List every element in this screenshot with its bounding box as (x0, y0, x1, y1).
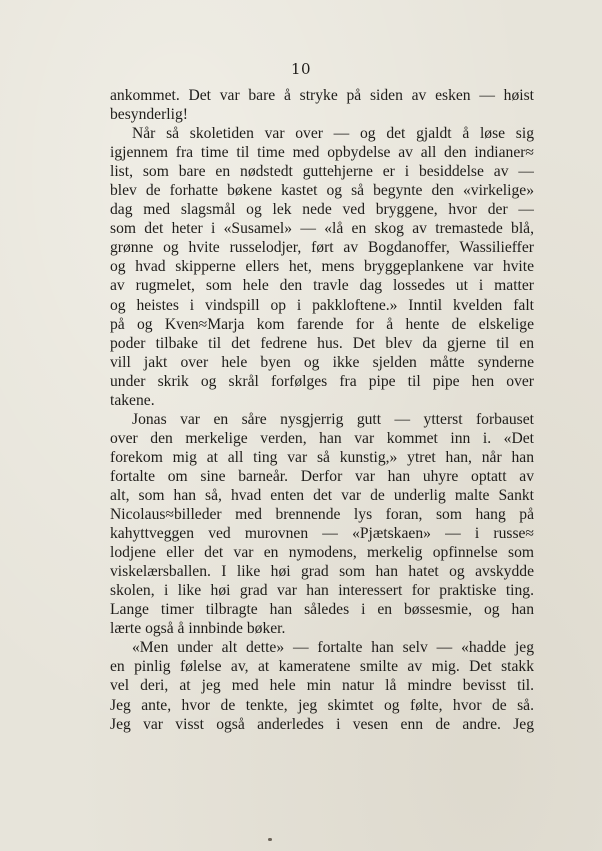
text-line: besynderlig! (110, 106, 188, 124)
text-line: Lange timer tilbragte han således i en bøssesmie, og han (110, 601, 534, 619)
text-line: fortalte om sine barneår. Derfor var han uhyre optatt av (110, 467, 534, 485)
text-line: poder tilbake til det fedrene hus. Det blev da gjerne til en (110, 334, 534, 352)
text-line: av rugmelet, som hele den travle dag lossedes ut i matter (110, 277, 534, 295)
text-line: Jeg var visst også anderledes i vesen enn de andre. Jeg (110, 715, 534, 733)
text-line: vill jakt over hele byen og ikke sjelden måtte synderne (110, 353, 534, 371)
text-line: alt, som han så, hvad enten det var de underlig malte Sankt (110, 486, 534, 504)
text-line: ankommet. Det var bare å stryke på siden av esken — høist (110, 87, 534, 104)
text-line: skolen, i like høi grad var han interessert for praktiske ting. (110, 582, 534, 600)
text-line: viskelærsballen. I like høi grad som han hatet og avskydde (110, 563, 534, 581)
text-line: lodjene eller det var en nymodens, merkelig opfinnelse som (110, 544, 534, 562)
text-line: på og Kven≈Marja kom farende for å hente de elskelige (110, 315, 534, 333)
text-line: vel deri, at jeg med hele min natur lå mindre bevisst til. (110, 677, 534, 695)
text-line: under skrik og skrål forfølges fra pipe til pipe hen over (110, 372, 534, 390)
text-line: lærte også å innbinde bøker. (110, 620, 286, 638)
text-line: Jonas var en såre nysgjerrig gutt — ytterst forbauset (132, 410, 534, 428)
text-line: igjennem fra time til time med opbydelse av all den indianer≈ (110, 144, 534, 162)
text-line: takene. (110, 391, 155, 409)
text-line: dag med slagsmål og lek nede ved bryggene, hvor der — (110, 201, 534, 219)
text-line: list, som bare en nødstedt guttehjerne er i besiddelse av — (110, 163, 534, 181)
text-line: og hvad skipperne ellers het, mens bryggeplankene var hvite (110, 258, 534, 276)
text-line: grønne og hvite russelodjer, ført av Bogdanoffer, Wassilieffer (110, 239, 534, 257)
text-line: kahyttveggen ved murovnen — «Pjætskaen» — i russe≈ (110, 525, 534, 543)
text-line: forekom mig at all ting var så kunstig,» ytret han, når han (110, 448, 534, 466)
text-line: Nicolaus≈billeder med brennende lys foran, som hang på (110, 506, 534, 524)
paper-speck (268, 838, 272, 841)
text-line: «Men under alt dette» — fortalte han selv — «hadde jeg (132, 639, 534, 657)
text-line: Når så skoletiden var over — og det gjaldt å løse sig (132, 125, 534, 143)
body-text (110, 86, 534, 734)
text-line: som det heter i «Susamel» — «lå en skog av tremastede blå, (110, 220, 534, 238)
text-line: Jeg ante, hvor de tenkte, jeg skimtet og følte, hvor de så. (110, 696, 534, 714)
page-number: 10 (290, 60, 312, 78)
text-line: blev de forhatte bøkene kastet og så begynte den «virkelige» (110, 182, 534, 200)
text-line: og heistes i vindspill op i pakkloftene.» Inntil kvelden falt (110, 296, 534, 314)
text-line: en pinlig følelse av, at kameratene smilte av mig. Det stakk (110, 658, 534, 676)
text-line: over den merkelige verden, han var kommet inn i. «Det (110, 429, 534, 447)
